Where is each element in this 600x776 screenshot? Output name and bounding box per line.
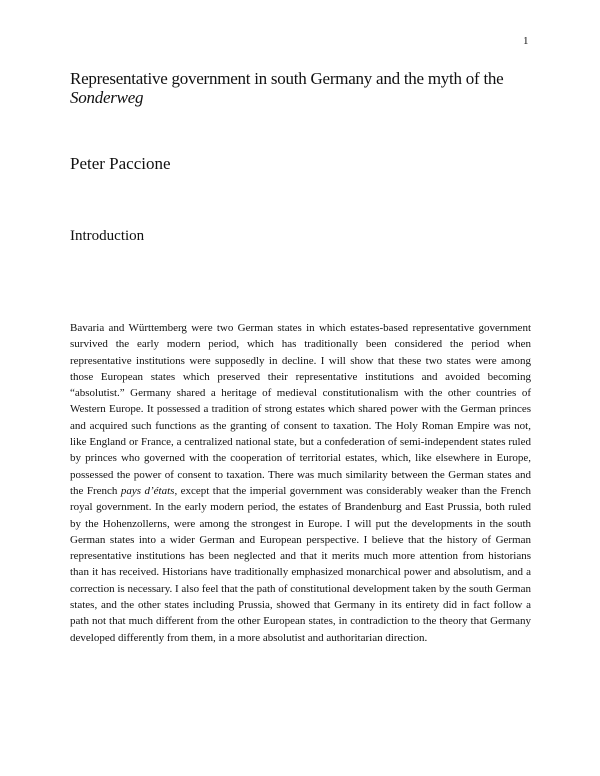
introduction-paragraph [70, 320, 531, 646]
author-name: Peter Paccione [70, 154, 171, 173]
paragraph-text-part-2: , except that the imperial government was considerably weaker than the French royal government. In the early modern period, the estates of Brandenburg and East Prussia, both ruled by the Hohenzollerns, were among the strongest in Europe. I will put the developments in the south German states into a wider German and European perspective. I believe that the history of German representative institutions has been neglected and that it merits much more attention from historians than it has received. Historians have traditionally emphasized monarchical power and absolutism, and a correction is necessary. I also feel that the path of constitutional development taken by the south German states, and the other states including Prussia, showed that Germany in its entirety did in fact follow a path not that much different from the other European states, in contradiction to the theory that Germany developed differently from them, in a more absolutist and authoritarian direction. [70, 484, 531, 644]
paper-title-italic-term: Sonderweg [70, 88, 144, 107]
page-number: 1 [523, 35, 529, 47]
paper-title [70, 69, 550, 107]
paragraph-text-part-1: Bavaria and Württemberg were two German states in which estates-based representative government survived the early modern period, which has traditionally been considered the period when representative institutions were supposedly in decline. I will show that these two states were among those European states which preserved their representative institutions and avoided becoming “absolutist.” Germany shared a heritage of medieval constitutionalism with the other countries of Western Europe. It possessed a tradition of strong estates which shared power with the German princes and acquired such functions as the granting of consent to taxation. The Holy Roman Empire was not, like England or France, a centralized national state, but a confederation of semi-independent states ruled by princes who governed with the cooperation of territorial estates, which, like elsewhere in Europe, possessed the power of consent to taxation. There was much similarity between the German states and the French [70, 322, 531, 497]
paper-title-main: Representative government in south Germany and the myth of the [70, 69, 504, 88]
section-heading-introduction: Introduction [70, 228, 145, 244]
paragraph-italic-phrase: pays d’états [120, 484, 175, 497]
